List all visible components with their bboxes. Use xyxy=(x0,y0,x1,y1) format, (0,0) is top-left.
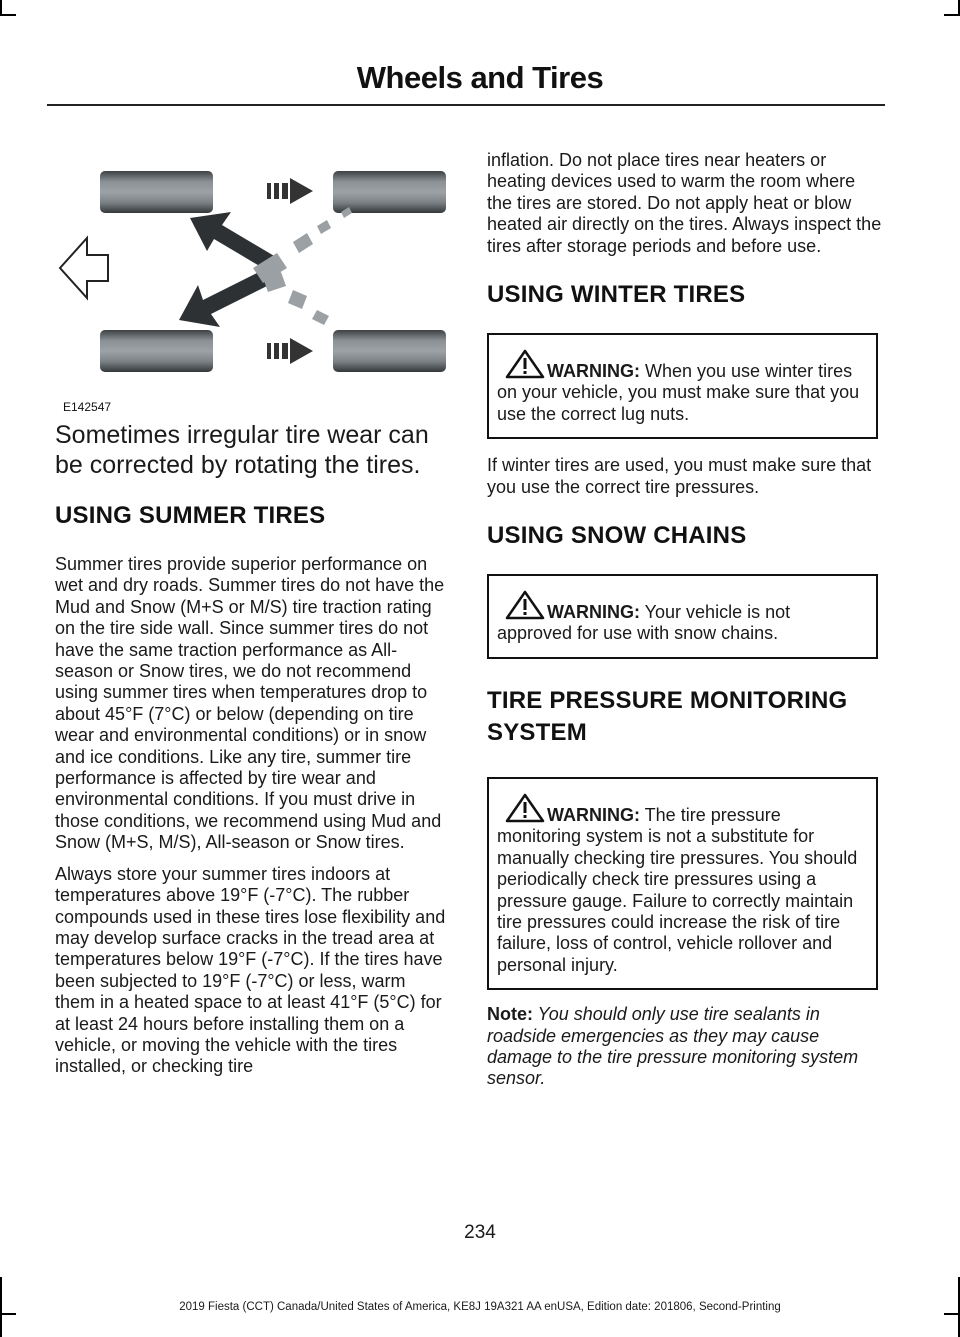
chains-warning-text: Your vehicle is not approved for use with snow chains. xyxy=(497,602,791,644)
warning-label: WARNING: xyxy=(547,804,640,825)
crop-mark xyxy=(0,1313,16,1315)
winter-tires-paragraph: If winter tires are used, you must make sure that you use the correct tire pressures. xyxy=(487,455,872,497)
page-number: 234 xyxy=(464,1222,496,1243)
tpms-heading-line-1: TIRE PRESSURE MONITORING xyxy=(487,686,848,714)
summer-tires-paragraph-1: Summer tires provide superior performance on wet and dry roads. Summer tires do not have the Mud and Snow (M+S or M/S) tire traction rating on the tire side wall. Since summer tires do not have the same traction performance as All-season or Snow tires, we do not recommend using summer tires when temperatures drop to about 45°F (7°C) or below (depending on tire wear and environmental conditions) or in snow and ice conditions. Like any tire, summer tire performance is affected by tire wear and environmental conditions. If you must drive in those conditions, we recommend using Mud and Snow (M+S, M/S), All-season or Snow tires. xyxy=(55,554,445,853)
front-shift-arrow-icon xyxy=(267,178,313,204)
cross-rotation-dash-icon xyxy=(253,207,352,325)
note-text: You should only use tire sealants in roadside emergencies as they may cause damage to the tire pressure monitoring system sensor. xyxy=(487,1004,859,1089)
crop-mark xyxy=(944,1313,960,1315)
snow-chains-heading: USING SNOW CHAINS xyxy=(487,522,747,550)
warning-triangle-icon xyxy=(503,349,547,379)
note-label: Note: xyxy=(487,1004,533,1025)
tpms-heading-line-2: SYSTEM xyxy=(487,718,587,746)
front-left-tire xyxy=(100,171,213,213)
winter-warning-text: When you use winter tires on your vehicle, you must make sure that you use the correct lug nuts. xyxy=(497,361,860,424)
winter-tires-warning xyxy=(487,333,878,439)
tpms-warning xyxy=(487,777,878,990)
sealant-note xyxy=(487,1004,882,1090)
tire-rotation-figure xyxy=(55,150,450,420)
front-right-tire xyxy=(333,171,446,213)
front-direction-arrow-icon xyxy=(60,238,108,298)
winter-tires-heading: USING WINTER TIRES xyxy=(487,281,746,309)
lead-paragraph: Sometimes irregular tire wear can be corrected by rotating the tires. xyxy=(55,421,429,479)
header-divider xyxy=(47,104,885,106)
footer-edition-info: 2019 Fiesta (CCT) Canada/United States of America, KE8J 19A321 AA enUSA, Edition date: 201806, Second-Printing xyxy=(179,1301,781,1313)
tpms-warning-text: The tire pressure monitoring system is not a substitute for manually checking tire pressures. You should periodically check tire pressures using a pressure gauge. Failure to correctly maintain tire pressures could increase the risk of tire failure, loss of control, vehicle rollover and personal injury. xyxy=(497,804,858,975)
warning-triangle-icon xyxy=(503,590,547,620)
warning-label: WARNING: xyxy=(547,602,640,623)
tire-rotation-diagram xyxy=(55,150,450,410)
right-column xyxy=(487,150,882,1090)
rear-shift-arrow-icon xyxy=(267,338,313,364)
storage-continued-paragraph: inflation. Do not place tires near heaters or heating devices used to warm the room where the tires are stored. Do not apply heat or blow heated air directly on the tires. Always inspect the tires after storage periods and before use. xyxy=(487,150,882,256)
warning-label: WARNING: xyxy=(547,361,640,382)
warning-triangle-icon xyxy=(503,793,547,823)
snow-chains-warning xyxy=(487,574,878,659)
crop-mark xyxy=(0,14,16,16)
crop-mark xyxy=(944,14,960,16)
summer-tires-paragraph-2: Always store your summer tires indoors at temperatures above 19°F (-7°C). The rubber compounds used in these tires lose flexibility and may develop surface cracks in the tread area at temperatures below 19°F (-7°C). If the tires have been subjected to 19°F (-7°C) or less, warm them in a heated space to at least 41°F (5°C) for at least 24 hours before installing them on a vehicle, or moving the vehicle with the tires installed, or checking tire xyxy=(55,863,446,1077)
summer-tires-heading: USING SUMMER TIRES xyxy=(55,502,326,529)
figure-code: E142547 xyxy=(63,400,112,414)
left-column xyxy=(55,150,450,1078)
page-title: Wheels and Tires xyxy=(356,60,604,95)
front-to-rear-arrow-icon xyxy=(179,269,273,327)
rear-right-tire xyxy=(333,330,446,372)
rear-left-tire xyxy=(100,330,213,372)
